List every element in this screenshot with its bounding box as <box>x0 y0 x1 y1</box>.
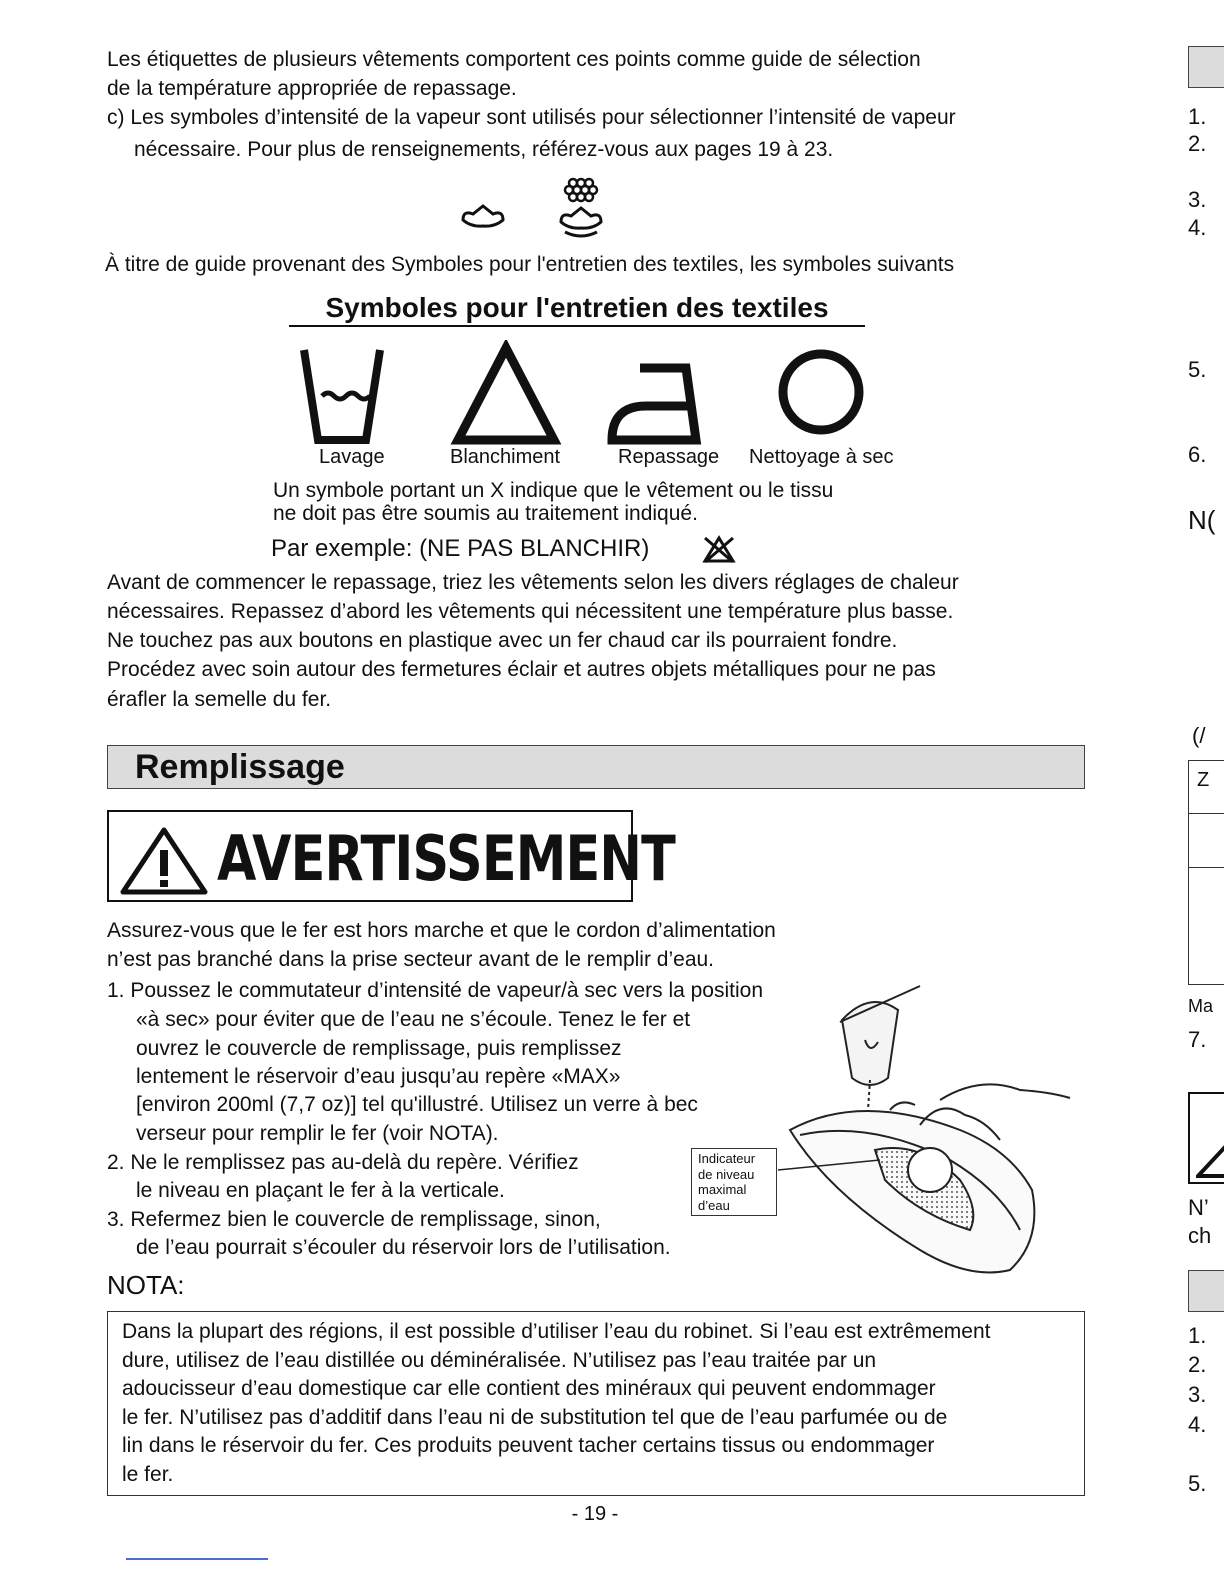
next-page-header-bar <box>1188 1270 1224 1312</box>
warning-triangle-icon <box>1196 1144 1224 1178</box>
next-page-num: 1. <box>1188 104 1207 129</box>
intro-line: Les étiquettes de plusieurs vêtements comportent ces points comme guide de sélection <box>107 48 921 71</box>
step-line: [environ 200ml (7,7 oz)] tel qu'illustré. Utilisez un verre à bec <box>136 1093 698 1116</box>
step-line: le niveau en plaçant le fer à la verticale. <box>136 1179 505 1202</box>
care-note-line: Un symbole portant un X indique que le vêtement ou le tissu <box>273 479 834 502</box>
next-page-fragment: Ma <box>1188 996 1214 1016</box>
bleach-icon <box>458 348 554 440</box>
warning-line: Assurez-vous que le fer est hors marche et que le cordon d’alimentation <box>107 919 776 942</box>
tip-line: Avant de commencer le repassage, triez les vêtements selon les divers réglages de chaleur <box>107 571 959 594</box>
care-symbols-heading: Symboles pour l'entretien des textiles <box>289 291 865 327</box>
step-line: «à sec» pour éviter que de l’eau ne s’écoule. Tenez le fer et <box>136 1008 691 1031</box>
next-page-num: 3. <box>1188 1382 1207 1407</box>
footer-rule <box>126 1558 268 1560</box>
step-line: de l’eau pourrait s’écouler du réservoir lors de l’utilisation. <box>136 1236 671 1259</box>
next-page-fragment: N( <box>1188 505 1216 535</box>
care-note-line: ne doit pas être soumis au traitement indiqué. <box>273 502 698 525</box>
next-page-num: 3. <box>1188 187 1207 212</box>
nota-line: Dans la plupart des régions, il est possible d’utiliser l’eau du robinet. Si l’eau est extrêmement <box>122 1320 991 1343</box>
step-line: 2. Ne le remplissez pas au-delà du repère. Vérifiez <box>107 1151 579 1174</box>
symbol-label-lavage: Lavage <box>319 446 385 468</box>
next-page-num: 2. <box>1188 1352 1207 1377</box>
intro-line: À titre de guide provenant des Symboles pour l'entretien des textiles, les symboles suivants <box>105 253 955 276</box>
max-level-callout <box>691 1148 777 1216</box>
warning-title: AVERTISSEMENT <box>217 822 676 895</box>
callout-line: Indicateur <box>698 1151 756 1166</box>
section-title: Remplissage <box>135 748 345 786</box>
next-page-num: 7. <box>1188 1027 1207 1052</box>
iron-filling-illustration <box>770 980 1080 1280</box>
step-line: 3. Refermez bien le couvercle de remplissage, sinon, <box>107 1208 601 1231</box>
tip-line: Procédez avec soin autour des fermetures éclair et autres objets métalliques pour ne pas <box>107 658 936 681</box>
intro-line: nécessaire. Pour plus de renseignements, référez-vous aux pages 19 à 23. <box>134 138 834 161</box>
callout-line: d’eau <box>698 1197 730 1213</box>
tip-line: nécessaires. Repassez d’abord les vêtements qui nécessitent une température plus basse. <box>107 600 954 623</box>
symbol-label-repassage: Repassage <box>618 446 720 468</box>
step-line: 1. Poussez le commutateur d’intensité de vapeur/à sec vers la position <box>107 979 764 1002</box>
next-page-header-bar <box>1188 46 1224 88</box>
next-page-num: 4. <box>1188 1412 1207 1437</box>
nota-line: adoucisseur d’eau domestique car elle contient des minéraux qui peuvent endommager <box>122 1377 936 1400</box>
next-page-table <box>1188 760 1224 985</box>
callout-line: de niveau <box>698 1166 755 1182</box>
nota-line: le fer. N’utilisez pas d’additif dans l’eau ni de substitution tel que de l’eau parfumée ou de <box>122 1405 948 1429</box>
tip-line: érafler la semelle du fer. <box>107 688 332 711</box>
next-page-num: 1. <box>1188 1323 1207 1348</box>
care-example: Par exemple: (NE PAS BLANCHIR) <box>271 535 650 562</box>
steam-medium-icon <box>561 208 601 236</box>
symbol-label-blanchiment: Blanchiment <box>450 446 561 468</box>
callout-line: maximal <box>698 1182 747 1197</box>
next-page-num: 5. <box>1188 357 1207 382</box>
intro-line: c) Les symboles d’intensité de la vapeur sont utilisés pour sélectionner l’intensité de vapeur <box>107 106 956 129</box>
symbol-label-nettoyage: Nettoyage à sec <box>749 446 894 468</box>
iron-icon <box>612 368 696 440</box>
next-page-fragment: ch <box>1188 1223 1212 1248</box>
next-page-num: 2. <box>1188 131 1207 156</box>
next-page-num: 4. <box>1188 215 1207 240</box>
tip-line: Ne touchez pas aux boutons en plastique avec un fer chaud car ils pourraient fondre. <box>107 629 898 652</box>
section-header <box>107 745 1085 789</box>
next-page-fragment: Z <box>1197 769 1210 791</box>
next-page-num: 6. <box>1188 442 1207 467</box>
warning-box <box>107 810 676 902</box>
nota-line: dure, utilisez de l’eau distillée ou déminéralisée. N’utilisez pas l’eau traitée par un <box>122 1348 877 1372</box>
wash-water-icon <box>322 393 370 399</box>
care-symbols-graphic <box>300 340 870 448</box>
warning-triangle-icon <box>119 826 209 896</box>
steam-low-icon <box>463 206 503 226</box>
dry-clean-icon <box>783 354 859 430</box>
nota-heading: NOTA: <box>107 1270 185 1300</box>
next-page-fragment: (/ <box>1192 723 1206 748</box>
next-page-fragment: N’ <box>1188 1195 1209 1220</box>
nota-line: lin dans le réservoir du fer. Ces produits peuvent tacher certains tissus ou endommager <box>122 1434 935 1457</box>
step-line: verseur pour remplir le fer (voir NOTA). <box>136 1122 499 1145</box>
page-number: - 19 - <box>571 1503 619 1525</box>
intro-line: de la température appropriée de repassage. <box>107 77 517 100</box>
next-page-warning-box <box>1188 1092 1224 1184</box>
step-line: ouvrez le couvercle de remplissage, puis remplissez <box>136 1037 622 1060</box>
step-line: lentement le réservoir d’eau jusqu’au repère «MAX» <box>136 1065 621 1088</box>
nota-line: le fer. <box>122 1462 174 1486</box>
steam-high-icon <box>565 179 597 201</box>
next-page-num: 5. <box>1188 1471 1207 1496</box>
nota-box <box>107 1311 1085 1496</box>
steam-intensity-icons <box>455 170 615 242</box>
no-bleach-icon <box>701 534 737 564</box>
warning-line: n’est pas branché dans la prise secteur avant de le remplir d’eau. <box>107 948 715 971</box>
